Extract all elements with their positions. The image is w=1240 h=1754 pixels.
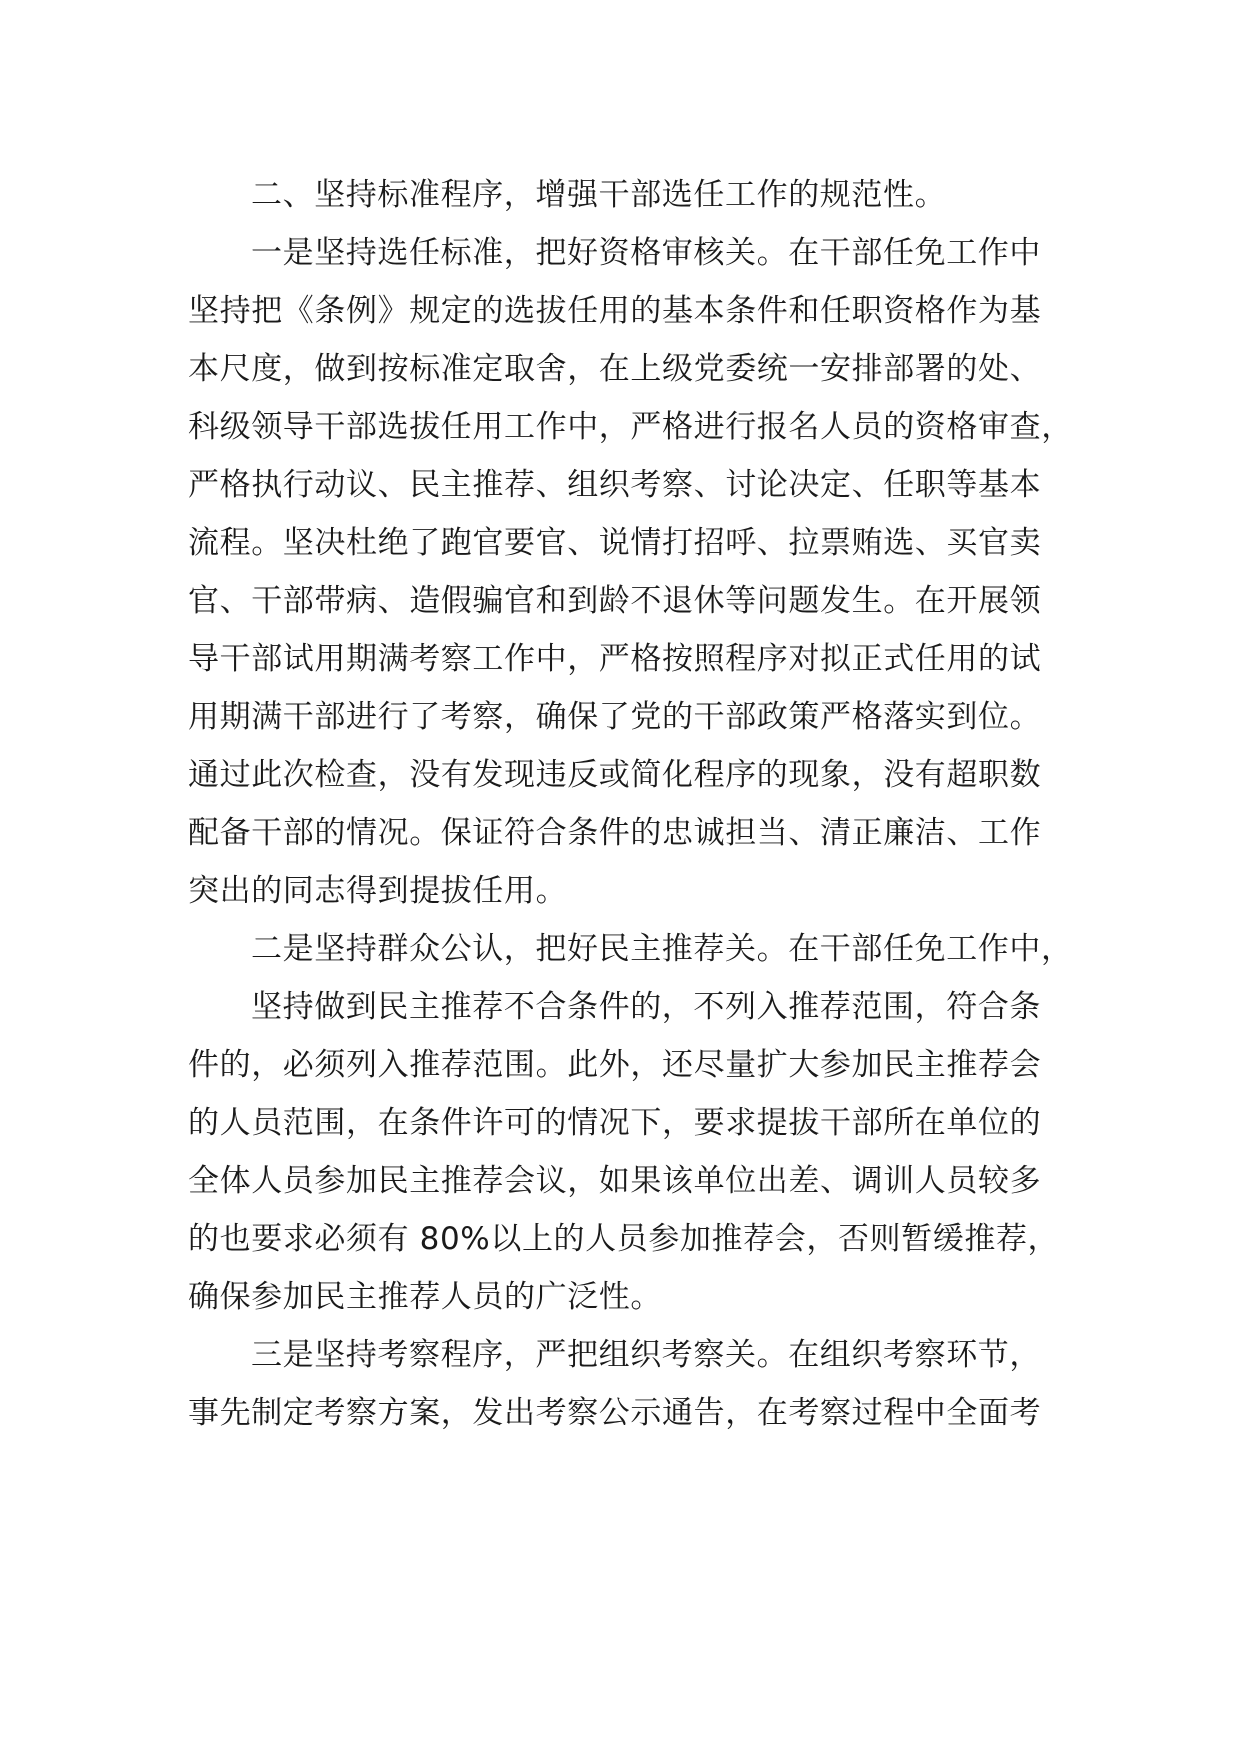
text-line: 科级领导干部选拔任用工作中，严格进行报名人员的资格审查， — [188, 409, 1073, 445]
text-line: 本尺度，做到按标准定取舍，在上级党委统一安排部署的处、 — [188, 351, 1042, 387]
text-line: 坚持把《条例》规定的选拔任用的基本条件和任职资格作为基 — [188, 293, 1042, 329]
text-line: 用期满干部进行了考察，确保了党的干部政策严格落实到位。 — [188, 699, 1042, 735]
text-line: 导干部试用期满考察工作中，严格按照程序对拟正式任用的试 — [188, 641, 1042, 677]
text-line: 确保参加民主推荐人员的广泛性。 — [188, 1279, 662, 1315]
text-line: 全体人员参加民主推荐会议，如果该单位出差、调训人员较多 — [188, 1163, 1042, 1199]
text-line: 突出的同志得到提拔任用。 — [188, 873, 568, 909]
text-line: 坚持做到民主推荐不合条件的，不列入推荐范围，符合条 — [251, 989, 1041, 1025]
text-line: 件的，必须列入推荐范围。此外，还尽量扩大参加民主推荐会 — [188, 1047, 1042, 1083]
text-line: 一是坚持选任标准，把好资格审核关。在干部任免工作中 — [251, 235, 1041, 271]
text-line: 二、坚持标准程序，增强干部选任工作的规范性。 — [251, 177, 947, 213]
text-line: 严格执行动议、民主推荐、组织考察、讨论决定、任职等基本 — [188, 467, 1042, 503]
text-line: 官、干部带病、造假骗官和到龄不退休等问题发生。在开展领 — [188, 583, 1042, 619]
text-line: 事先制定考察方案，发出考察公示通告，在考察过程中全面考 — [188, 1395, 1042, 1431]
text-line: 三是坚持考察程序，严把组织考察关。在组织考察环节， — [251, 1337, 1041, 1373]
text-line: 通过此次检查，没有发现违反或简化程序的现象，没有超职数 — [188, 757, 1042, 793]
text-line: 流程。坚决杜绝了跑官要官、说情打招呼、拉票贿选、买官卖 — [188, 525, 1042, 561]
text-line: 配备干部的情况。保证符合条件的忠诚担当、清正廉洁、工作 — [188, 815, 1042, 851]
text-line: 二是坚持群众公认，把好民主推荐关。在干部任免工作中， — [251, 931, 1073, 967]
text-line: 的也要求必须有 80%以上的人员参加推荐会，否则暂缓推荐， — [188, 1221, 1060, 1257]
text-line: 的人员范围，在条件许可的情况下，要求提拔干部所在单位的 — [188, 1105, 1042, 1141]
